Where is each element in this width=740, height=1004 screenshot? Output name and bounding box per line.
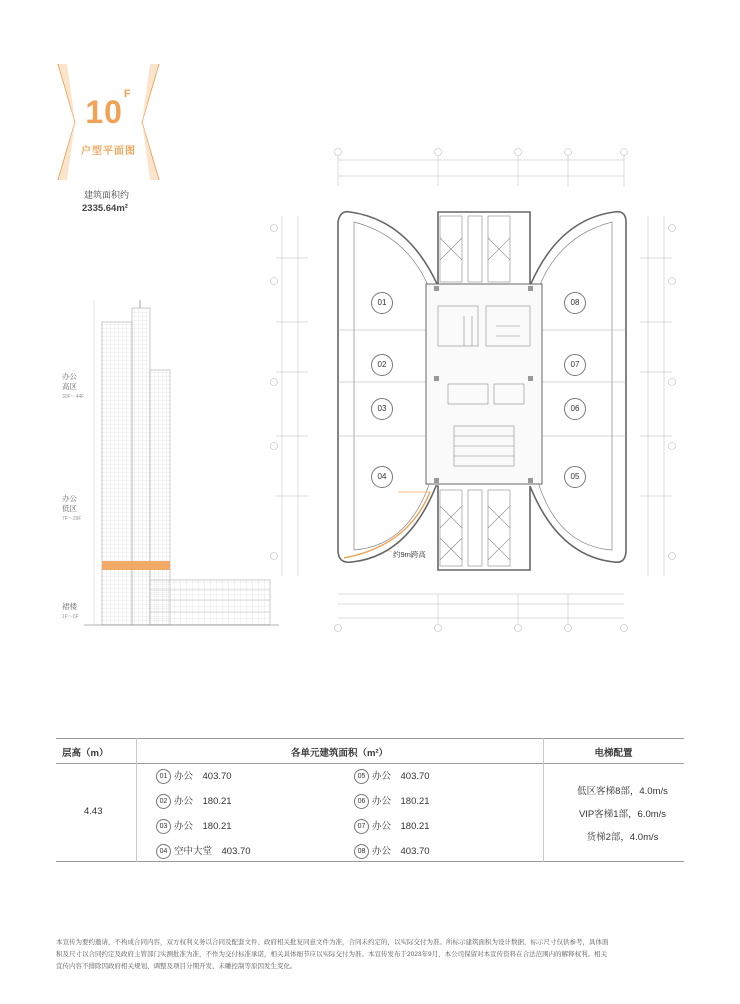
zone-label-podium: 裙楼 1F～6F [62,602,79,620]
unit-marker-03: 03 [371,398,393,420]
span-distance-label: 约9m跨高 [393,550,426,559]
disclaimer [56,937,684,973]
disclaimer-line: 本宣传为要约邀请，不构成合同内容，双方权利义务以合同及配套文件、政府相关批复同意文件为准，合同未约定的，以实际交付为准。所标示建筑面积为设计数据，标示尺寸仅供参考，具体面 [56,939,609,946]
header-unit-area: 各单元建筑面积（m²） [290,748,389,759]
tower-drawing-icon [54,300,284,640]
zone-label-low: 办公 低区 7F～29F [62,494,82,522]
table-row: 06 办公 180.21 [354,793,430,809]
zone-label-high: 办公 高区 30F～44F [62,372,85,400]
elevator-low-zone: 低区客梯8部，4.0m/s [577,786,668,797]
tower-elevation [54,300,284,640]
table-top-rule [56,738,684,739]
unit-marker-06: 06 [564,398,586,420]
table-row: 01 办公 403.70 [156,768,232,784]
disclaimer-line: 宣传内容不排除因政府相关规划、调整及项目分期开发、未雕控制等原因发生变化。 [56,963,297,970]
spec-table [56,738,684,862]
header-floor-height: 层高（m） [62,748,109,759]
table-row: 07 办公 180.21 [354,818,430,834]
floor-plan [268,146,678,636]
floor-badge [57,64,160,180]
floor-height-value: 4.43 [84,806,103,817]
unit-marker-08: 08 [564,292,586,314]
elevator-vip: VIP客梯1部，6.0m/s [578,809,667,820]
table-bottom-rule [56,861,684,862]
elevator-freight: 货梯2部，4.0m/s [586,832,659,843]
floor-number: $10^F$ [85,88,132,130]
table-header-rule [56,763,684,764]
table-row: 04 空中大堂 403.70 [156,843,251,859]
table-row: 03 办公 180.21 [156,818,232,834]
area-value: 2335.64m² [82,203,128,214]
unit-marker-05: 05 [564,466,586,488]
unit-marker-07: 07 [564,354,586,376]
unit-marker-02: 02 [371,354,393,376]
table-row: 02 办公 180.21 [156,793,232,809]
disclaimer-line: 积及尺寸以合同约定及政府主管部门实测批准为准，不作为交付标准承诺，相关具体细节应以实际交付为准。本宣传发布于2023年9月，本公司保留对本宣传资料在合法范围内的解释权利。相关 [56,951,608,958]
floor-plan-drawing-icon [268,146,678,636]
floor-subtitle: 户型平面图 [81,146,136,157]
unit-marker-04: 04 [371,466,393,488]
table-row: 08 办公 403.70 [354,843,430,859]
header-elevator: 电梯配置 [594,748,633,759]
table-row: 05 办公 403.70 [354,768,430,784]
area-label: 建筑面积约 [84,190,130,200]
unit-marker-01: 01 [371,292,393,314]
